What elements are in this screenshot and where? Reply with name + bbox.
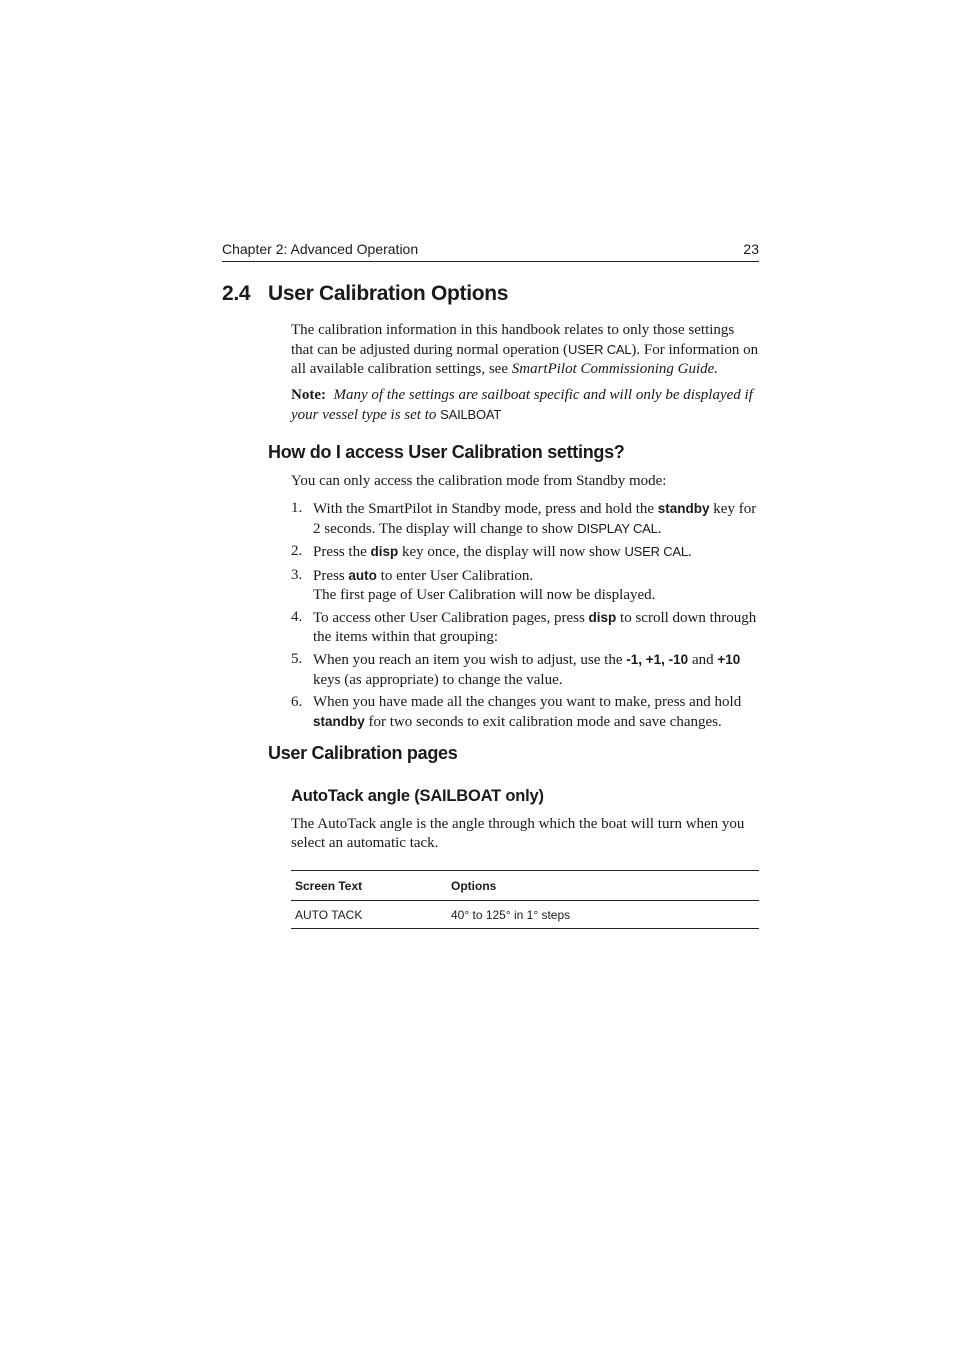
step-number: 4.: [291, 609, 303, 626]
step-text: key once, the display will now show: [398, 544, 625, 561]
step-number: 3.: [291, 566, 303, 583]
key-name: disp: [588, 610, 617, 626]
step-text: .: [657, 521, 662, 538]
step-text: to enter User Calibration.: [376, 567, 534, 584]
screen-text-user-cal: USER CAL: [568, 342, 632, 358]
access-heading: How do I access User Calibration settings?: [268, 442, 625, 462]
step-text: keys (as appropriate) to change the value.: [313, 671, 563, 688]
step-number: 1.: [291, 500, 303, 516]
pages-heading: User Calibration pages: [268, 743, 458, 763]
autotack-description: The AutoTack angle is the angle through which the boat will turn when you select an automatic tack.: [291, 816, 745, 852]
step-number: 5.: [291, 651, 303, 668]
guide-reference: SmartPilot Commissioning Guide.: [511, 361, 719, 378]
table-header-row: [291, 871, 759, 901]
options-table: [291, 870, 759, 929]
key-name: +10: [717, 652, 741, 668]
step-text: Press: [313, 567, 349, 584]
step-text: The first page of User Calibration will now be displayed.: [313, 586, 656, 603]
column-header-options: Options: [451, 878, 497, 893]
key-name: standby: [657, 501, 710, 516]
key-name: auto: [348, 567, 377, 583]
autotack-heading: AutoTack angle (SAILBOAT only): [291, 787, 544, 805]
intro-paragraph: [291, 321, 759, 380]
screen-text-sailboat: SAILBOAT: [440, 407, 502, 423]
step-text: When you have made all the changes you want to make, press and hold: [313, 693, 742, 710]
table-row: [291, 901, 759, 929]
step-text: To access other User Calibration pages, press: [313, 610, 589, 627]
step-number: 2.: [291, 543, 303, 560]
key-name: disp: [370, 544, 399, 560]
note-text: Many of the settings are sailboat specific and will only be displayed if your vessel type is set to: [291, 387, 753, 424]
step-text: to scroll down through the items within that grouping:: [313, 610, 757, 646]
list-item: [291, 499, 759, 539]
section-heading: [222, 282, 508, 306]
key-name: -1, +1, -10: [626, 652, 689, 668]
column-header-screen-text: Screen Text: [295, 878, 363, 893]
list-item: [291, 566, 759, 605]
screen-text: DISPLAY CAL: [577, 521, 658, 537]
table-cell-screen-text: AUTO TACK: [295, 907, 363, 922]
list-item: [291, 650, 759, 689]
step-text: and: [688, 652, 718, 669]
key-name: standby: [313, 714, 365, 730]
intro-text-2: ). For information on all available calibration settings, see: [291, 342, 759, 378]
page-number: 23: [743, 241, 759, 257]
note-paragraph: [291, 386, 759, 425]
note-label: Note:: [291, 387, 326, 403]
step-text: With the SmartPilot in Standby mode, press and hold the: [313, 501, 658, 517]
step-number: 6.: [291, 693, 303, 710]
screen-text: USER CAL: [624, 544, 688, 560]
access-lead: You can only access the calibration mode from Standby mode:: [291, 473, 667, 489]
step-text: for two seconds to exit calibration mode and save changes.: [364, 714, 722, 731]
step-text: .: [687, 544, 692, 561]
running-header: [222, 239, 759, 262]
chapter-title: Chapter 2: Advanced Operation: [222, 241, 419, 257]
section-title: User Calibration Options: [268, 282, 509, 305]
step-text: key for 2 seconds. The display will change to show: [313, 501, 757, 538]
section-number: 2.4: [222, 282, 251, 305]
intro-text: The calibration information in this handbook relates to only those settings that can be adjusted during normal operation (: [291, 322, 735, 359]
access-steps: [291, 499, 759, 735]
list-item: [291, 608, 759, 647]
step-text: Press the: [313, 544, 371, 561]
step-text: When you reach an item you wish to adjust, use the: [313, 652, 627, 669]
list-item: [291, 542, 759, 562]
list-item: [291, 693, 759, 732]
table-cell-options: 40° to 125° in 1° steps: [451, 907, 571, 922]
